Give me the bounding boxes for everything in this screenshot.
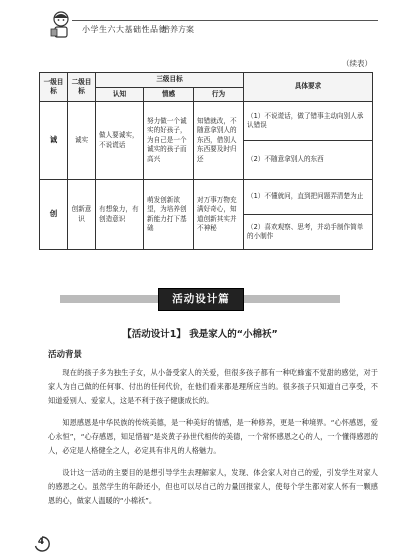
behavior-cell: 知错就改，不随意拿别人的东西，借别人东西要及时归还 bbox=[194, 102, 244, 180]
requirement-cell: （1）不懂就问，直到把问题弄清楚为止 bbox=[244, 180, 373, 215]
paragraph: 设计这一活动的主要目的是想引导学生去理解家人，发现、体会家人对自己的爱，引发学生对家人的感恩之心。虽然学生的年龄还小，但也可以尽自己的力量回报家人，使每个学生都对家人怀有一颗感恩的心，做家人温暖的“小棉袄”。 bbox=[48, 468, 378, 505]
emotion-cell: 努力做一个诚实的好孩子，为自己是一个诚实的孩子而高兴 bbox=[144, 102, 194, 180]
running-header bbox=[48, 10, 378, 42]
level1-cell: 创 bbox=[40, 180, 68, 250]
emotion-cell: 萌发创新欲望，为培养创新能力打下基础 bbox=[144, 180, 194, 250]
paragraph: 现在的孩子多为独生子女，从小备受家人的关爱，但很多孩子都有一种吃蜂蜜不觉甜的感觉，对于家人为自己做的任何事、付出的任何代价，在他们看来都是理所应当的。很多孩子只知道自己享受，不知道爱别人、爱家人，这是不利于孩子健康成长的。 bbox=[48, 368, 378, 405]
header-level2: 二级目标 bbox=[68, 73, 96, 102]
header-emotion: 情感 bbox=[144, 87, 194, 102]
header-behavior: 行为 bbox=[194, 87, 244, 102]
header-rule bbox=[72, 20, 378, 21]
goals-table bbox=[39, 72, 373, 250]
table-row bbox=[40, 180, 373, 215]
header-level1: 一级目标 bbox=[40, 73, 68, 102]
paragraph: 知恩感恩是中华民族的传统美德，是一种美好的情感，是一种修养，更是一种境界。“心怀感恩，爱心永恒”，“心存感恩，知足惜福”是炎黄子孙世代相传的美德，一个常怀感恩之心的人，一个懂得感恩的人，必定是人格健全之人，必定具有非凡的人格魅力。 bbox=[48, 418, 378, 455]
continued-label: （续表） bbox=[342, 59, 372, 68]
requirement-cell: （2）喜欢观察、思考，并动手制作简单的小制作 bbox=[244, 215, 373, 250]
header-cognition: 认知 bbox=[96, 87, 144, 102]
cognition-cell: 做人要诚实，不说谎话 bbox=[96, 102, 144, 180]
table-row bbox=[40, 102, 373, 141]
cognition-cell: 有想象力，有创造意识 bbox=[96, 180, 144, 250]
level2-cell: 诚实 bbox=[68, 102, 96, 180]
level2-cell: 创新意识 bbox=[68, 180, 96, 250]
page-number-badge bbox=[34, 536, 50, 552]
section-title: 活动设计篇 bbox=[158, 288, 244, 311]
student-mascot-icon bbox=[48, 10, 74, 40]
requirement-cell: （2）不随意拿别人的东西 bbox=[244, 141, 373, 180]
level1-cell: 诚 bbox=[40, 102, 68, 180]
background-heading: 活动背景 bbox=[48, 350, 83, 360]
header-requirements: 具体要求 bbox=[244, 73, 373, 102]
behavior-cell: 对万事万物充满好奇心，知道创新其实并不神秘 bbox=[194, 180, 244, 250]
activity-title: 【活动设计1】 我是家人的“小棉袄” bbox=[122, 329, 278, 340]
series-subtitle: 培养方案 bbox=[162, 25, 194, 34]
requirement-cell: （1）不说谎话，做了错事主动向别人承认错误 bbox=[244, 102, 373, 141]
page-number: 4 bbox=[37, 537, 45, 547]
series-title: 小学生六大基础性品德 bbox=[82, 25, 167, 34]
header-level3: 三级目标 bbox=[96, 73, 244, 88]
section-banner bbox=[60, 288, 340, 310]
